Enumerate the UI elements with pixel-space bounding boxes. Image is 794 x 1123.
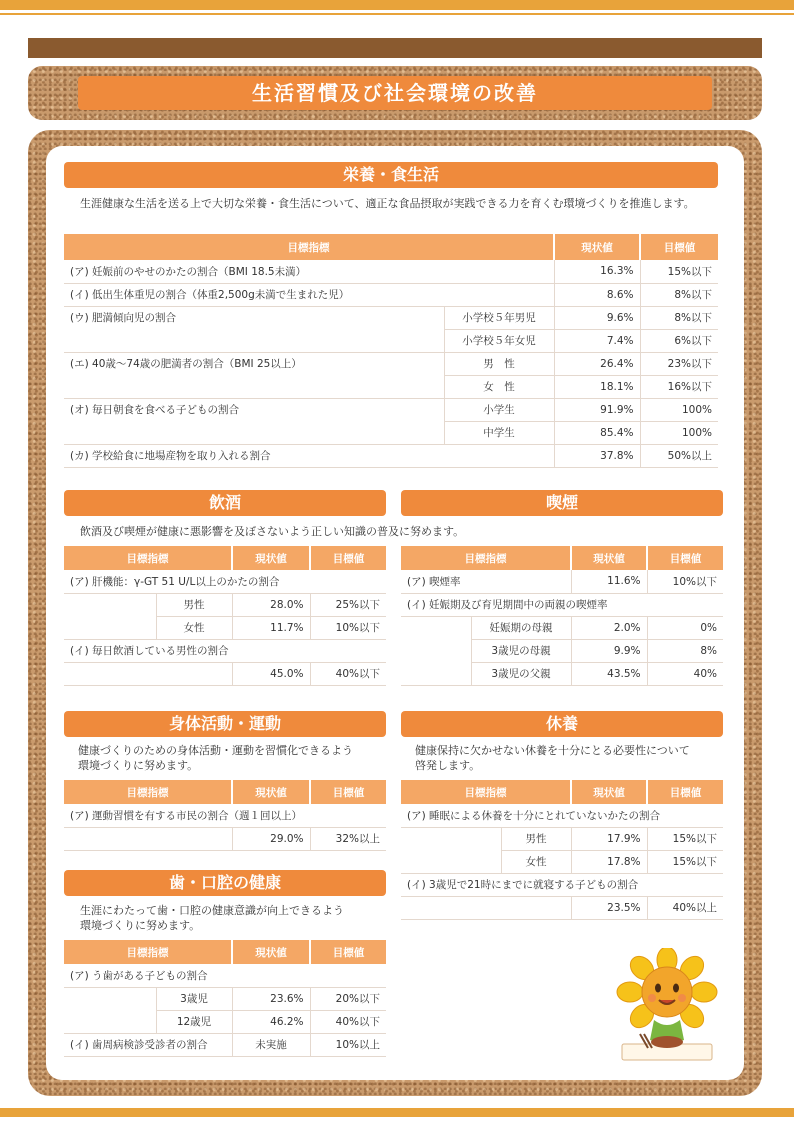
blank-cell bbox=[401, 616, 471, 639]
row-label: (ア) 妊娠前のやせのかたの割合（BMI 18.5未満） bbox=[64, 260, 554, 283]
smoking-header-indicator: 目標指標 bbox=[401, 546, 571, 570]
table-row bbox=[64, 964, 386, 987]
current-value: 16.3% bbox=[554, 260, 640, 283]
top-gold-stripe bbox=[0, 0, 794, 10]
table-row bbox=[401, 570, 723, 593]
alcohol-header-indicator: 目標指標 bbox=[64, 546, 232, 570]
row-label bbox=[64, 329, 444, 352]
rest-description bbox=[415, 743, 720, 773]
target-value: 32%以上 bbox=[310, 827, 386, 850]
table-row bbox=[401, 662, 723, 685]
target-value: 15%以下 bbox=[647, 850, 723, 873]
table-row bbox=[401, 639, 723, 662]
table-row bbox=[64, 593, 386, 616]
alcohol-description: 飲酒及び喫煙が健康に悪影響を及ぼさないよう正しい知識の普及に努めます。 bbox=[80, 525, 465, 538]
table-row bbox=[64, 616, 386, 639]
dental-header-indicator: 目標指標 bbox=[64, 940, 232, 964]
current-value: 28.0% bbox=[232, 593, 310, 616]
current-value: 26.4% bbox=[554, 352, 640, 375]
nutrition-header-current: 現状値 bbox=[554, 234, 640, 260]
current-value: 29.0% bbox=[232, 827, 310, 850]
table-row bbox=[64, 1033, 386, 1056]
rest-header-current: 現状値 bbox=[571, 780, 647, 804]
bottom-gold-stripe bbox=[0, 1108, 794, 1117]
table-row bbox=[64, 352, 718, 375]
activity-desc-line1: 健康づくりのための身体活動・運動を習慣化できるよう bbox=[78, 744, 353, 757]
dental-header-target: 目標値 bbox=[310, 940, 386, 964]
alcohol-table bbox=[64, 546, 386, 686]
target-value: 40%以下 bbox=[310, 1010, 386, 1033]
table-row bbox=[64, 827, 386, 850]
table-row bbox=[401, 616, 723, 639]
row-label: (イ) 妊娠期及び育児期間中の両親の喫煙率 bbox=[401, 593, 723, 616]
dental-desc-line2: 環境づくりに努めます。 bbox=[80, 919, 201, 932]
row-sub: 女性 bbox=[156, 616, 232, 639]
blank-cell bbox=[401, 850, 501, 873]
alcohol-title: 飲酒 bbox=[64, 490, 386, 516]
table-row bbox=[401, 873, 723, 896]
table-row bbox=[64, 329, 718, 352]
nutrition-title: 栄養・食生活 bbox=[64, 162, 718, 188]
table-row bbox=[64, 804, 386, 827]
target-value: 16%以下 bbox=[640, 375, 718, 398]
activity-table bbox=[64, 780, 386, 851]
target-value: 0% bbox=[647, 616, 723, 639]
row-label bbox=[64, 375, 444, 398]
current-value: 11.6% bbox=[571, 570, 647, 593]
current-value: 45.0% bbox=[232, 662, 310, 685]
table-row bbox=[64, 570, 386, 593]
target-value: 8%以下 bbox=[640, 306, 718, 329]
rest-desc-line1: 健康保持に欠かせない休養を十分にとる必要性について bbox=[415, 744, 690, 757]
target-value: 100% bbox=[640, 398, 718, 421]
table-row bbox=[64, 283, 718, 306]
rest-header-indicator: 目標指標 bbox=[401, 780, 571, 804]
row-label: (ア) 肝機能：γ-GT 51 U/L以上のかたの割合 bbox=[64, 570, 386, 593]
target-value: 10%以下 bbox=[310, 616, 386, 639]
dental-header-current: 現状値 bbox=[232, 940, 310, 964]
table-row bbox=[401, 804, 723, 827]
target-value: 15%以下 bbox=[640, 260, 718, 283]
current-value: 17.9% bbox=[571, 827, 647, 850]
current-value: 23.5% bbox=[571, 896, 647, 919]
current-value: 18.1% bbox=[554, 375, 640, 398]
current-value: 9.9% bbox=[571, 639, 647, 662]
dental-description bbox=[80, 903, 385, 933]
dental-desc-line1: 生涯にわたって歯・口腔の健康意識が向上できるよう bbox=[80, 904, 344, 917]
target-value: 20%以下 bbox=[310, 987, 386, 1010]
target-value: 40%以上 bbox=[647, 896, 723, 919]
current-value: 17.8% bbox=[571, 850, 647, 873]
blank-cell bbox=[401, 827, 501, 850]
activity-description bbox=[78, 743, 383, 773]
table-row bbox=[64, 987, 386, 1010]
table-row bbox=[64, 1010, 386, 1033]
row-label: (イ) 歯周病検診受診者の割合 bbox=[64, 1033, 232, 1056]
current-value: 85.4% bbox=[554, 421, 640, 444]
table-row bbox=[64, 375, 718, 398]
row-sub: 妊娠期の母親 bbox=[471, 616, 571, 639]
current-value: 37.8% bbox=[554, 444, 640, 467]
table-row bbox=[64, 421, 718, 444]
target-value: 50%以上 bbox=[640, 444, 718, 467]
row-label: (ア) 喫煙率 bbox=[401, 570, 571, 593]
blank-cell bbox=[64, 987, 156, 1010]
nutrition-description: 生涯健康な生活を送る上で大切な栄養・食生活について、適正な食品摂取が実践できる力を育くむ環境づくりを推進します。 bbox=[80, 197, 695, 210]
current-value: 未実施 bbox=[232, 1033, 310, 1056]
row-sub: 3歳児 bbox=[156, 987, 232, 1010]
sunflower-mascot-icon bbox=[614, 948, 720, 1064]
rest-title: 休養 bbox=[401, 711, 723, 737]
row-sub: 中学生 bbox=[444, 421, 554, 444]
blank-cell bbox=[64, 827, 232, 850]
smoking-header-current: 現状値 bbox=[571, 546, 647, 570]
table-row bbox=[64, 306, 718, 329]
row-sub: 女性 bbox=[501, 850, 571, 873]
target-value: 8% bbox=[647, 639, 723, 662]
blank-cell bbox=[401, 639, 471, 662]
target-value: 10%以上 bbox=[310, 1033, 386, 1056]
row-sub: 小学校５年男児 bbox=[444, 306, 554, 329]
row-sub: 男 性 bbox=[444, 352, 554, 375]
target-value: 25%以下 bbox=[310, 593, 386, 616]
smoking-header-target: 目標値 bbox=[647, 546, 723, 570]
current-value: 11.7% bbox=[232, 616, 310, 639]
row-sub: 3歳児の父親 bbox=[471, 662, 571, 685]
blank-cell bbox=[64, 662, 232, 685]
row-sub: 男性 bbox=[501, 827, 571, 850]
table-row bbox=[401, 896, 723, 919]
nutrition-header-indicator: 目標指標 bbox=[64, 234, 554, 260]
row-label bbox=[64, 421, 444, 444]
table-row bbox=[64, 444, 718, 467]
current-value: 8.6% bbox=[554, 283, 640, 306]
target-value: 6%以下 bbox=[640, 329, 718, 352]
table-row bbox=[64, 662, 386, 685]
activity-desc-line2: 環境づくりに努めます。 bbox=[78, 759, 199, 772]
target-value: 100% bbox=[640, 421, 718, 444]
row-sub: 12歳児 bbox=[156, 1010, 232, 1033]
row-label: (イ) 3歳児で21時にまでに就寝する子どもの割合 bbox=[401, 873, 723, 896]
alcohol-header-current: 現状値 bbox=[232, 546, 310, 570]
table-row bbox=[64, 398, 718, 421]
activity-header-target: 目標値 bbox=[310, 780, 386, 804]
rest-table bbox=[401, 780, 723, 920]
row-label: (イ) 毎日飲酒している男性の割合 bbox=[64, 639, 386, 662]
alcohol-header-target: 目標値 bbox=[310, 546, 386, 570]
nutrition-table bbox=[64, 234, 718, 468]
current-value: 23.6% bbox=[232, 987, 310, 1010]
activity-title: 身体活動・運動 bbox=[64, 711, 386, 737]
activity-header-indicator: 目標指標 bbox=[64, 780, 232, 804]
row-sub: 小学校５年女児 bbox=[444, 329, 554, 352]
target-value: 15%以下 bbox=[647, 827, 723, 850]
activity-header-current: 現状値 bbox=[232, 780, 310, 804]
target-value: 23%以下 bbox=[640, 352, 718, 375]
row-label: (ア) 運動習慣を有する市民の割合（週１回以上） bbox=[64, 804, 386, 827]
row-sub: 男性 bbox=[156, 593, 232, 616]
row-sub: 小学生 bbox=[444, 398, 554, 421]
rest-desc-line2: 啓発します。 bbox=[415, 759, 481, 772]
dental-title: 歯・口腔の健康 bbox=[64, 870, 386, 896]
table-row bbox=[401, 593, 723, 616]
blank-cell bbox=[401, 896, 571, 919]
row-sub: 3歳児の母親 bbox=[471, 639, 571, 662]
row-label: (エ) 40歳～74歳の肥満者の割合（BMI 25以上） bbox=[70, 358, 302, 371]
nutrition-header-target: 目標値 bbox=[640, 234, 718, 260]
blank-cell bbox=[64, 593, 156, 616]
blank-cell bbox=[64, 1010, 156, 1033]
page-title: 生活習慣及び社会環境の改善 bbox=[78, 76, 712, 110]
row-label: (ア) う歯がある子どもの割合 bbox=[64, 964, 386, 987]
table-row bbox=[401, 850, 723, 873]
header-brown-bar bbox=[28, 38, 762, 58]
smoking-table bbox=[401, 546, 723, 686]
target-value: 40%以下 bbox=[310, 662, 386, 685]
current-value: 7.4% bbox=[554, 329, 640, 352]
target-value: 8%以下 bbox=[640, 283, 718, 306]
row-label: (イ) 低出生体重児の割合（体重2,500g未満で生まれた児） bbox=[64, 283, 554, 306]
dental-table bbox=[64, 940, 386, 1057]
table-row bbox=[64, 639, 386, 662]
current-value: 43.5% bbox=[571, 662, 647, 685]
current-value: 91.9% bbox=[554, 398, 640, 421]
row-label: (オ) 毎日朝食を食べる子どもの割合 bbox=[70, 404, 240, 417]
blank-cell bbox=[401, 662, 471, 685]
current-value: 9.6% bbox=[554, 306, 640, 329]
top-gold-thin-stripe bbox=[0, 13, 794, 15]
table-row bbox=[401, 827, 723, 850]
smoking-title: 喫煙 bbox=[401, 490, 723, 516]
row-label: (ア) 睡眠による休養を十分にとれていないかたの割合 bbox=[401, 804, 723, 827]
target-value: 10%以下 bbox=[647, 570, 723, 593]
current-value: 2.0% bbox=[571, 616, 647, 639]
blank-cell bbox=[64, 616, 156, 639]
row-label: (ウ) 肥満傾向児の割合 bbox=[70, 312, 177, 325]
target-value: 40% bbox=[647, 662, 723, 685]
current-value: 46.2% bbox=[232, 1010, 310, 1033]
row-label: (カ) 学校給食に地場産物を取り入れる割合 bbox=[64, 444, 554, 467]
table-row bbox=[64, 260, 718, 283]
rest-header-target: 目標値 bbox=[647, 780, 723, 804]
row-sub: 女 性 bbox=[444, 375, 554, 398]
